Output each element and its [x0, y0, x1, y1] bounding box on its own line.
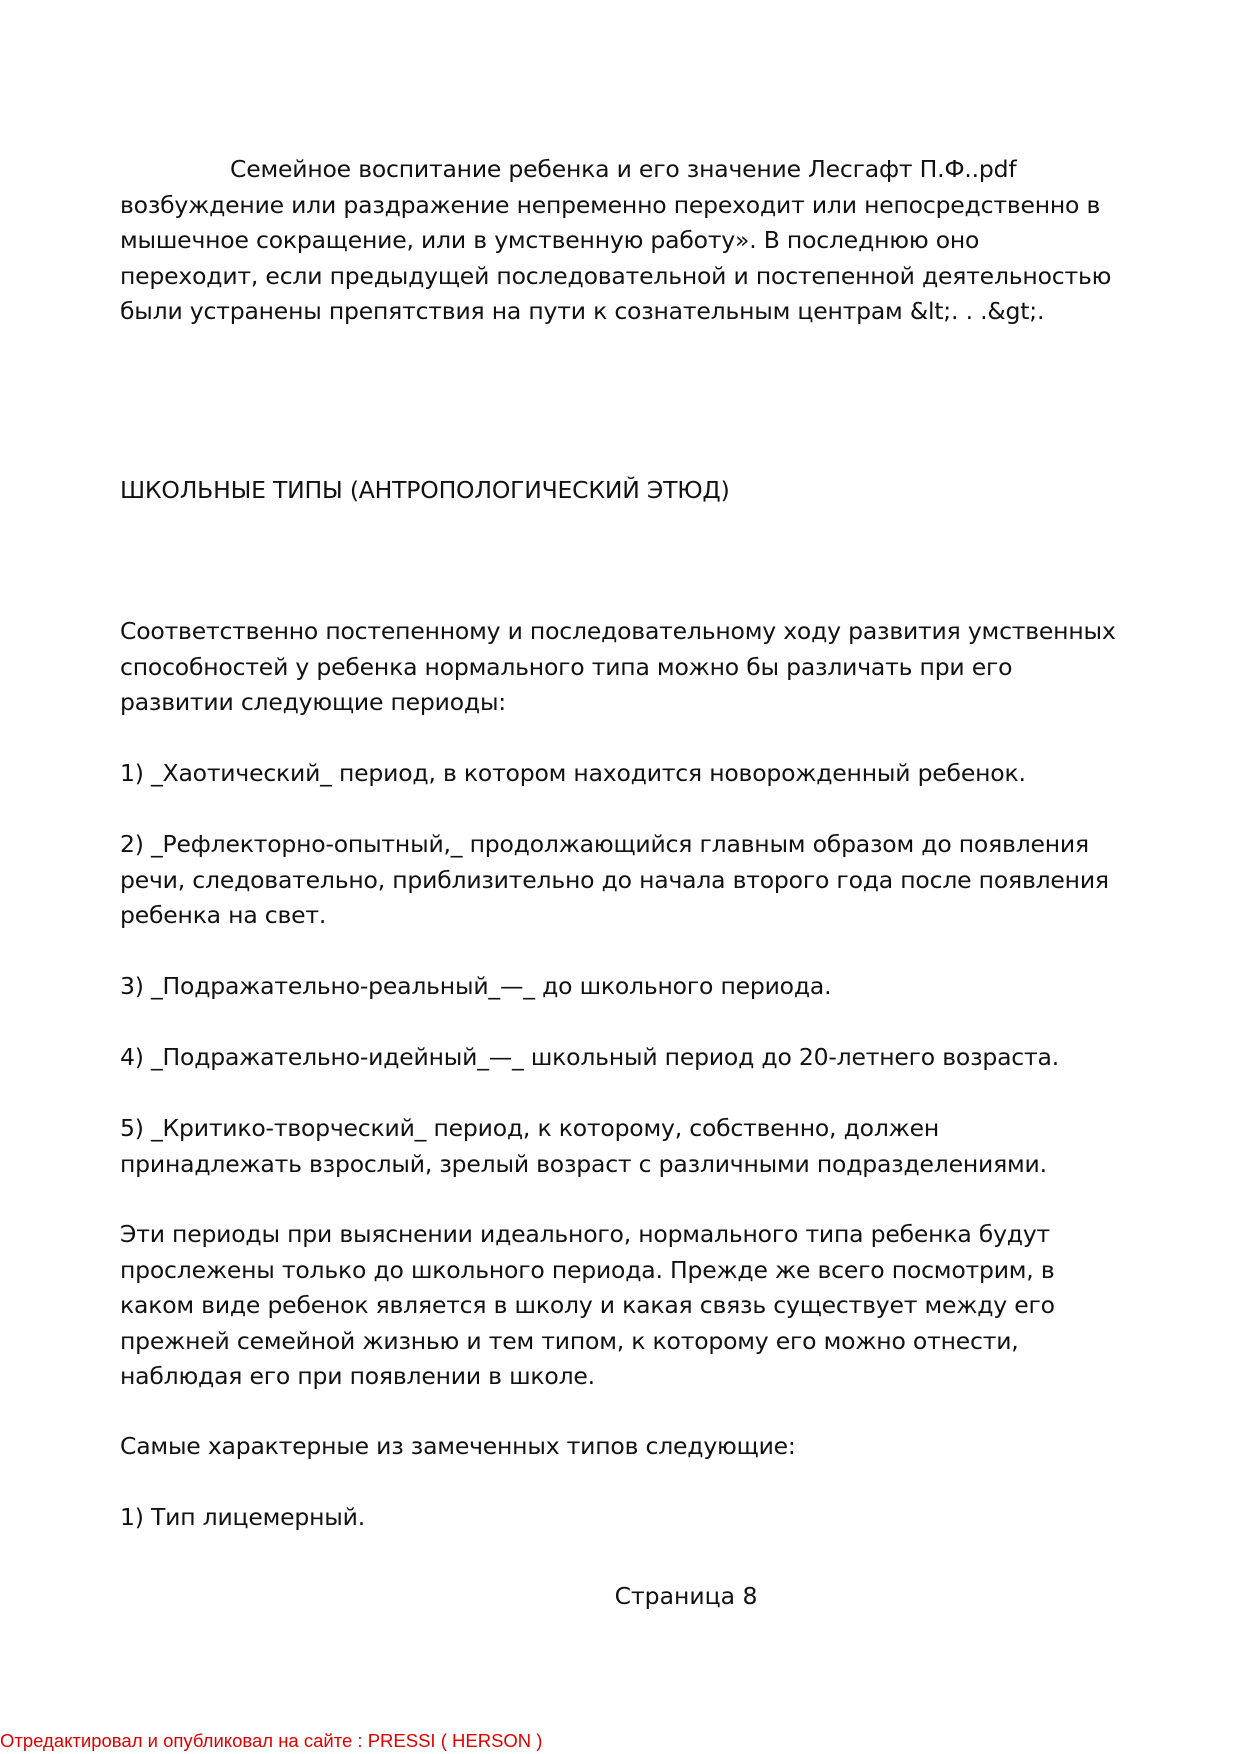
text-line: мышечное сокращение, или в умственную работу». В последнюю оно	[120, 226, 980, 254]
text-line: 4) _Подражательно-идейный_—_ школьный период до 20-летнего возраста.	[120, 1043, 1059, 1071]
section-heading: ШКОЛЬНЫЕ ТИПЫ (АНТРОПОЛОГИЧЕСКИЙ ЭТЮД)	[120, 476, 730, 504]
text-line: 1) Тип лицемерный.	[120, 1503, 365, 1531]
text-line: возбуждение или раздражение непременно переходит или непосредственно в	[120, 190, 1101, 219]
document-title: Семейное воспитание ребенка и его значение Лесгафт П.Ф..pdf	[230, 155, 1017, 183]
list-item-period-4	[120, 1040, 1120, 1076]
text-line: Соответственно постепенному и последовательному ходу развития умственных	[120, 617, 1116, 645]
text-line: развитии следующие периоды:	[120, 688, 507, 716]
text-line: 2) _Рефлекторно-опытный,_ продолжающийся главным образом до появления	[120, 830, 1089, 858]
text-line: наблюдая его при появлении в школе.	[120, 1362, 595, 1390]
text-line: Эти периоды при выяснении идеального, нормального типа ребенка будут	[120, 1220, 1051, 1248]
text-line: 1) _Хаотический_ период, в котором находится новорожденный ребенок.	[120, 759, 1026, 787]
footer-credit: Отредактировал и опубликовал на сайте : PRESSI ( HERSON )	[0, 1730, 543, 1751]
list-item-period-1	[120, 756, 1120, 792]
text-line: ребенка на свет.	[120, 901, 327, 929]
list-item-type-1	[120, 1500, 1120, 1536]
intro-block	[120, 152, 1120, 330]
text-line: принадлежать взрослый, зрелый возраст с различными подразделениями.	[120, 1149, 1047, 1178]
paragraph	[120, 614, 1120, 721]
list-item-period-3	[120, 969, 1120, 1005]
text-line: каком виде ребенок является в школу и какая связь существует между его	[120, 1291, 1055, 1319]
paragraph	[120, 1429, 1120, 1465]
list-item-period-5	[120, 1111, 1120, 1182]
paragraph	[120, 1217, 1120, 1395]
page-number: Страница 8	[614, 1582, 758, 1610]
text-line: 5) _Критико-творческий_ период, к которому, собственно, должен	[120, 1114, 940, 1142]
text-line: речи, следовательно, приблизительно до начала второго года после появления	[120, 865, 1109, 894]
text-line: переходит, если предыдущей последовательной и постепенной деятельностью	[120, 261, 1112, 290]
text-line: 3) _Подражательно-реальный_—_ до школьного периода.	[120, 972, 832, 1000]
text-line: Самые характерные из замеченных типов следующие:	[120, 1432, 796, 1460]
text-line: способностей у ребенка нормального типа можно бы различать при его	[120, 652, 1013, 681]
list-item-period-2	[120, 827, 1120, 934]
text-line: прежней семейной жизнью и тем типом, к которому его можно отнести,	[120, 1326, 1019, 1355]
text-line: были устранены препятствия на пути к сознательным центрам &lt;. . .&gt;.	[120, 297, 1045, 325]
text-line: прослежены только до школьного периода. Прежде же всего посмотрим, в	[120, 1255, 1055, 1284]
